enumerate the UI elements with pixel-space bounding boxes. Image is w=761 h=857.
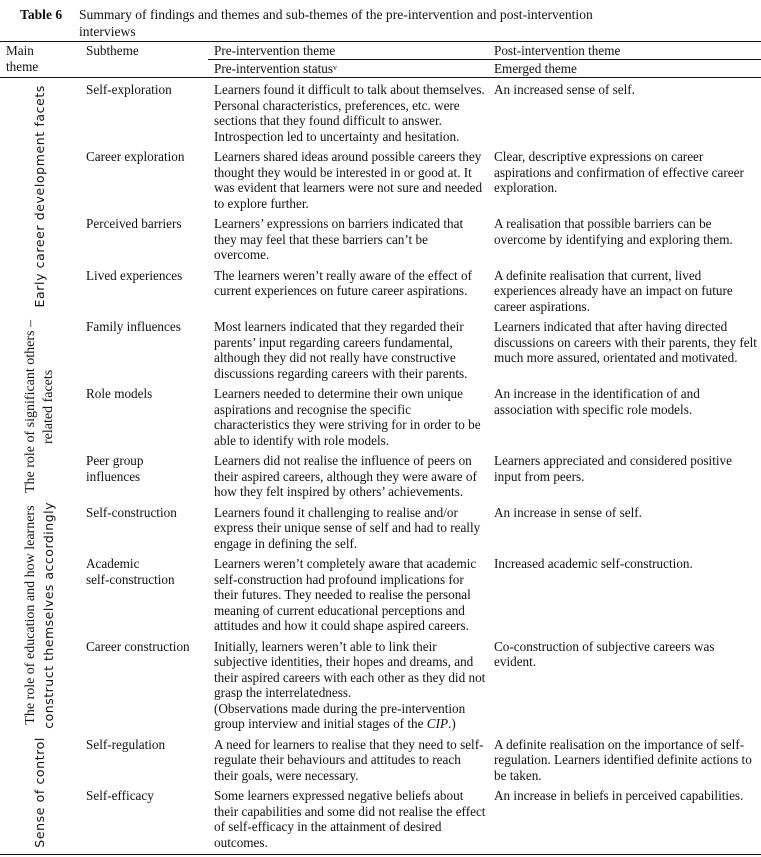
header-main-theme xyxy=(0,42,80,78)
header-post-intervention-theme: Post-intervention theme xyxy=(490,42,761,60)
pre-intervention-cell: Learners found it difficult to talk about themselves. Personal characteristics, preferences, etc. were sections that they found difficult to answer. Introspection led to uncertainty and hesitation. xyxy=(214,82,485,144)
observation-note xyxy=(214,701,486,732)
subtheme-cell: Career exploration xyxy=(86,149,185,164)
pre-intervention-cell: Most learners indicated that they regarded their parents’ input regarding careers fundamental, although they did not really have constructive discussions regarding careers with their parents. xyxy=(214,319,468,381)
main-theme-line: related facets xyxy=(41,369,56,444)
table-row xyxy=(0,500,761,552)
pre-intervention-cell: The learners weren’t really aware of the effect of current experiences on future career aspirations. xyxy=(214,267,472,298)
emerged-theme-cell: Learners appreciated and considered positive input from peers. xyxy=(494,453,732,484)
subtheme-line: self-construction xyxy=(86,571,175,587)
pre-intervention-cell: Learners found it challenging to realise and/or express their unique sense of self and had to really engage in defining the self. xyxy=(214,504,481,551)
main-theme-cell xyxy=(0,500,80,732)
pre-intervention-cell: Some learners expressed negative beliefs about their capabilities and some did not realise the effect of self-efficacy in the attainment of desired outcomes. xyxy=(208,783,490,855)
table-label: Table 6 xyxy=(20,7,63,22)
table-row xyxy=(0,551,761,634)
header-emerged-theme: Emerged theme xyxy=(490,60,761,78)
subtheme-line: Peer group xyxy=(86,453,144,468)
subtheme-cell: Self-exploration xyxy=(86,82,172,97)
main-theme-cell xyxy=(0,314,80,500)
main-theme-line: Early career development facets xyxy=(32,84,47,308)
cip-abbreviation: CIP xyxy=(426,716,449,731)
header-main-theme-line1: Main xyxy=(6,43,34,58)
subtheme-cell: Role models xyxy=(86,386,153,401)
table-row xyxy=(0,78,761,145)
emerged-theme-cell: An increase in sense of self. xyxy=(494,504,642,520)
subtheme-cell: Self-regulation xyxy=(86,736,166,752)
emerged-theme-cell: A definite realisation on the importance of self-regulation. Learners identified definite actions to be taken. xyxy=(494,736,752,783)
subtheme-cell: Career construction xyxy=(86,638,190,654)
header-main-theme-line2: theme xyxy=(6,59,39,74)
main-theme-label xyxy=(32,737,48,848)
subtheme-line: Academic xyxy=(86,556,140,571)
footnote-marker: v xyxy=(333,62,338,72)
table-row xyxy=(0,144,761,211)
table-row xyxy=(0,732,761,784)
main-theme-line: Sense of control xyxy=(32,737,47,849)
table-row xyxy=(0,448,761,500)
emerged-theme-cell: A definite realisation that current, lived experiences already have an impact on future career aspirations. xyxy=(494,267,733,314)
pre-intervention-cell xyxy=(208,634,490,732)
emerged-theme-cell: Increased academic self-construction. xyxy=(494,556,693,571)
table-title-line1: Summary of findings and themes and sub-themes of the pre-intervention and post-intervention xyxy=(79,7,593,22)
emerged-theme-cell: An increase in the identification of and association with specific role models. xyxy=(494,386,700,417)
subtheme-cell xyxy=(80,448,208,500)
subtheme-cell: Perceived barriers xyxy=(86,216,182,231)
header-pre-intervention-status xyxy=(208,60,490,78)
header-row-1 xyxy=(0,42,761,60)
table-row xyxy=(0,783,761,855)
emerged-theme-cell: Learners indicated that after having directed discussions on careers with their parents, they felt much more assured, orientated and motivated. xyxy=(494,319,757,365)
findings-table xyxy=(0,41,761,855)
pre-intervention-cell: Learners’ expressions on barriers indicated that they may feel that these barriers can’t be overcome. xyxy=(214,216,464,262)
subtheme-cell: Self-efficacy xyxy=(80,783,208,855)
main-theme-label xyxy=(22,502,58,729)
observation-note-text: (Observations made during the pre-intervention group interview and initial stages of the xyxy=(214,700,466,731)
table-body xyxy=(0,78,761,855)
header-pre-status-text: Pre-intervention status xyxy=(214,60,334,76)
subtheme-cell: Lived experiences xyxy=(86,267,183,283)
table-row xyxy=(0,381,761,448)
subtheme-cell xyxy=(80,551,208,634)
main-theme-line: construct themselves accordingly xyxy=(41,502,56,729)
main-theme-label xyxy=(32,85,48,308)
pre-intervention-text: Initially, learners weren’t able to link their subjective identities, their hopes and dreams, and their aspired careers with each other as they did not grasp the interrelatedness. xyxy=(214,638,486,700)
header-pre-intervention-theme: Pre-intervention theme xyxy=(208,42,490,60)
observation-note-suffix: .) xyxy=(448,716,456,731)
main-theme-line: The role of significant others – xyxy=(23,320,38,494)
pre-intervention-cell: A need for learners to realise that they need to self-regulate their behaviours and attitudes to reach their goals, were necessary. xyxy=(214,736,484,783)
table-title xyxy=(79,6,593,40)
pre-intervention-cell: Learners did not realise the influence of peers on their aspired careers, although they were aware of how they felt inspired by others’ achievements. xyxy=(214,453,477,499)
table-title-line2: interviews xyxy=(79,24,136,39)
emerged-theme-cell: Clear, descriptive expressions on career aspirations and confirmation of effective career exploration. xyxy=(494,149,744,195)
table-row xyxy=(0,314,761,381)
subtheme-line: influences xyxy=(86,468,141,484)
main-theme-cell xyxy=(0,78,80,315)
emerged-theme-cell: An increase in beliefs in perceived capabilities. xyxy=(490,783,761,855)
table-row xyxy=(0,634,761,732)
subtheme-cell: Family influences xyxy=(86,319,181,334)
table-row xyxy=(0,263,761,315)
emerged-theme-cell: Co-construction of subjective careers was evident. xyxy=(494,638,715,669)
table-caption xyxy=(20,6,720,40)
table-header xyxy=(0,42,761,78)
main-theme-label xyxy=(22,320,58,493)
header-subtheme: Subtheme xyxy=(80,42,208,78)
emerged-theme-cell: An increased sense of self. xyxy=(494,82,635,97)
subtheme-cell: Self-construction xyxy=(86,504,177,520)
main-theme-line: The role of education and how learners xyxy=(23,505,38,726)
pre-intervention-cell: Learners needed to determine their own unique aspirations and recognise the specific characteristics they were striving for in order to be able to identify with role models. xyxy=(214,386,481,448)
pre-intervention-cell: Learners shared ideas around possible careers they thought they would be interested in or good at. It was evident that learners were not sure and needed to explore further. xyxy=(214,149,483,211)
main-theme-cell xyxy=(0,732,80,855)
table-row xyxy=(0,211,761,263)
pre-intervention-cell: Learners weren’t completely aware that academic self-construction had profound implications for their futures. They needed to realise the personal meaning of current educational perceptions and attitudes and how it could shape aspired careers. xyxy=(214,556,477,633)
emerged-theme-cell: A realisation that possible barriers can be overcome by identifying and exploring them. xyxy=(494,216,733,247)
